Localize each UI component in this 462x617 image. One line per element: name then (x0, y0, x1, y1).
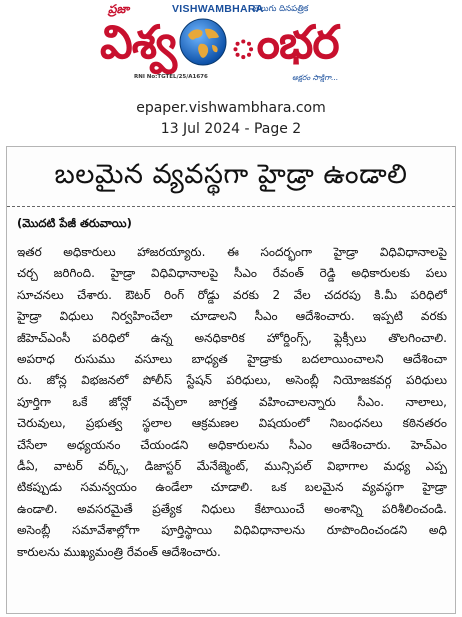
body-line: రు. జోన్ల విభజనలో పోలీస్ స్టేషన్ పరిధులు, అసెంబ్లీ నియోజకవర్గ పరిధులు (17, 373, 447, 388)
body-line: ఉండాలి. అవసరమైతే ప్రత్యేక నిధులు కేటాయించే అంశాన్ని పరిశీలించండి. (17, 501, 447, 516)
top-tagline: తెలుగు దినపత్రిక (253, 4, 309, 14)
newspaper-logo (100, 12, 339, 72)
article-headline: బలమైన వ్యవస్థగా హైడ్రా ఉండాలి (54, 159, 408, 190)
body-line: చెరువులు, ప్రభుత్వ స్థలాల ఆక్రమణల విషయంలో నిబంధనలు కఠినతరం (17, 416, 447, 431)
globe-icon (178, 17, 228, 67)
praja-label: ప్రజా (108, 2, 130, 16)
body-line: హైడ్రా విధులు నిర్వహించేలా చూడాలని సీఎం ఆదేశించారు. ఇప్పటి వరకు (17, 309, 447, 324)
article-clipping (6, 146, 456, 614)
body-line: కారులను ముఖ్యమంత్రి రేవంత్ ఆదేశించారు. (17, 544, 221, 559)
body-line: అసెంబ్లీ సమావేశాల్లోగా పూర్తిస్థాయి విధివిధానాలను రూపొందించండని అధి (17, 523, 447, 538)
body-line: చేసేలా అధ్యయనం చేయండని అధికారులను సీఎం ఆదేశించారు. హెచ్ఎం (17, 437, 447, 452)
body-line: ఇతర అధికారులు హాజరయ్యారు. ఈ సందర్భంగా హైడ్రా విధివిధానాలపై (17, 245, 447, 259)
body-line: సూచనలు చేశారు. ఔటర్ రింగ్ రోడ్డు వరకు 2 వేల చదరపు కి.మీ పరిధిలో (17, 287, 447, 302)
logo-part-1: విశ్వ (100, 15, 176, 69)
body-line: చర్చ జరిగింది. హైడ్రా విధివిధానాలపై సీఎం రేవంత్ రెడ్డి అధికారులకు పలు (17, 266, 447, 281)
masthead (0, 0, 462, 100)
article-body (17, 242, 447, 563)
body-line: పూర్తిగా ఒకే జోన్లో వచ్చేలా జాగ్రత్త వహించాలన్నారు సీఎం. నాలాలు, (17, 394, 447, 409)
logo-part-2: ంభర (229, 15, 339, 69)
rni-number: RNI No:TGTEL/25/A1676 (134, 74, 208, 80)
body-line: జీహెచ్ఎంసీ పరిధిలో ఉన్న అనధికారిక హోర్డింగ్స్, ఫ్లెక్సీలు తొలగించాలి. (17, 330, 447, 345)
body-line: డీఏ, వాటర్ వర్క్స్, డిజాస్టర్ మేనేజ్మెంట్, మున్సిపల్ విభాగాల మధ్య ఎప్ప (17, 459, 447, 474)
divider (7, 206, 455, 207)
continued-label: (మొదటి పేజీ తరువాయి) (17, 216, 132, 230)
date-page: 13 Jul 2024 - Page 2 (160, 121, 302, 137)
slogan: అక్షరం సాక్షిగా... (292, 73, 339, 82)
english-name: VISHWAMBHARA (172, 3, 264, 15)
body-line: టికప్పుడు సమన్వయం ఉండేలా చూడాలి. ఒక బలమైన వ్యవస్థగా హైడ్రా (17, 480, 447, 495)
site-url: epaper.vishwambhara.com (136, 100, 326, 116)
body-line: అపరాధ రుసుము వసూలు బాధ్యత హైడ్రాకు బదలాయించాలని ఆదేశించా (17, 352, 447, 367)
